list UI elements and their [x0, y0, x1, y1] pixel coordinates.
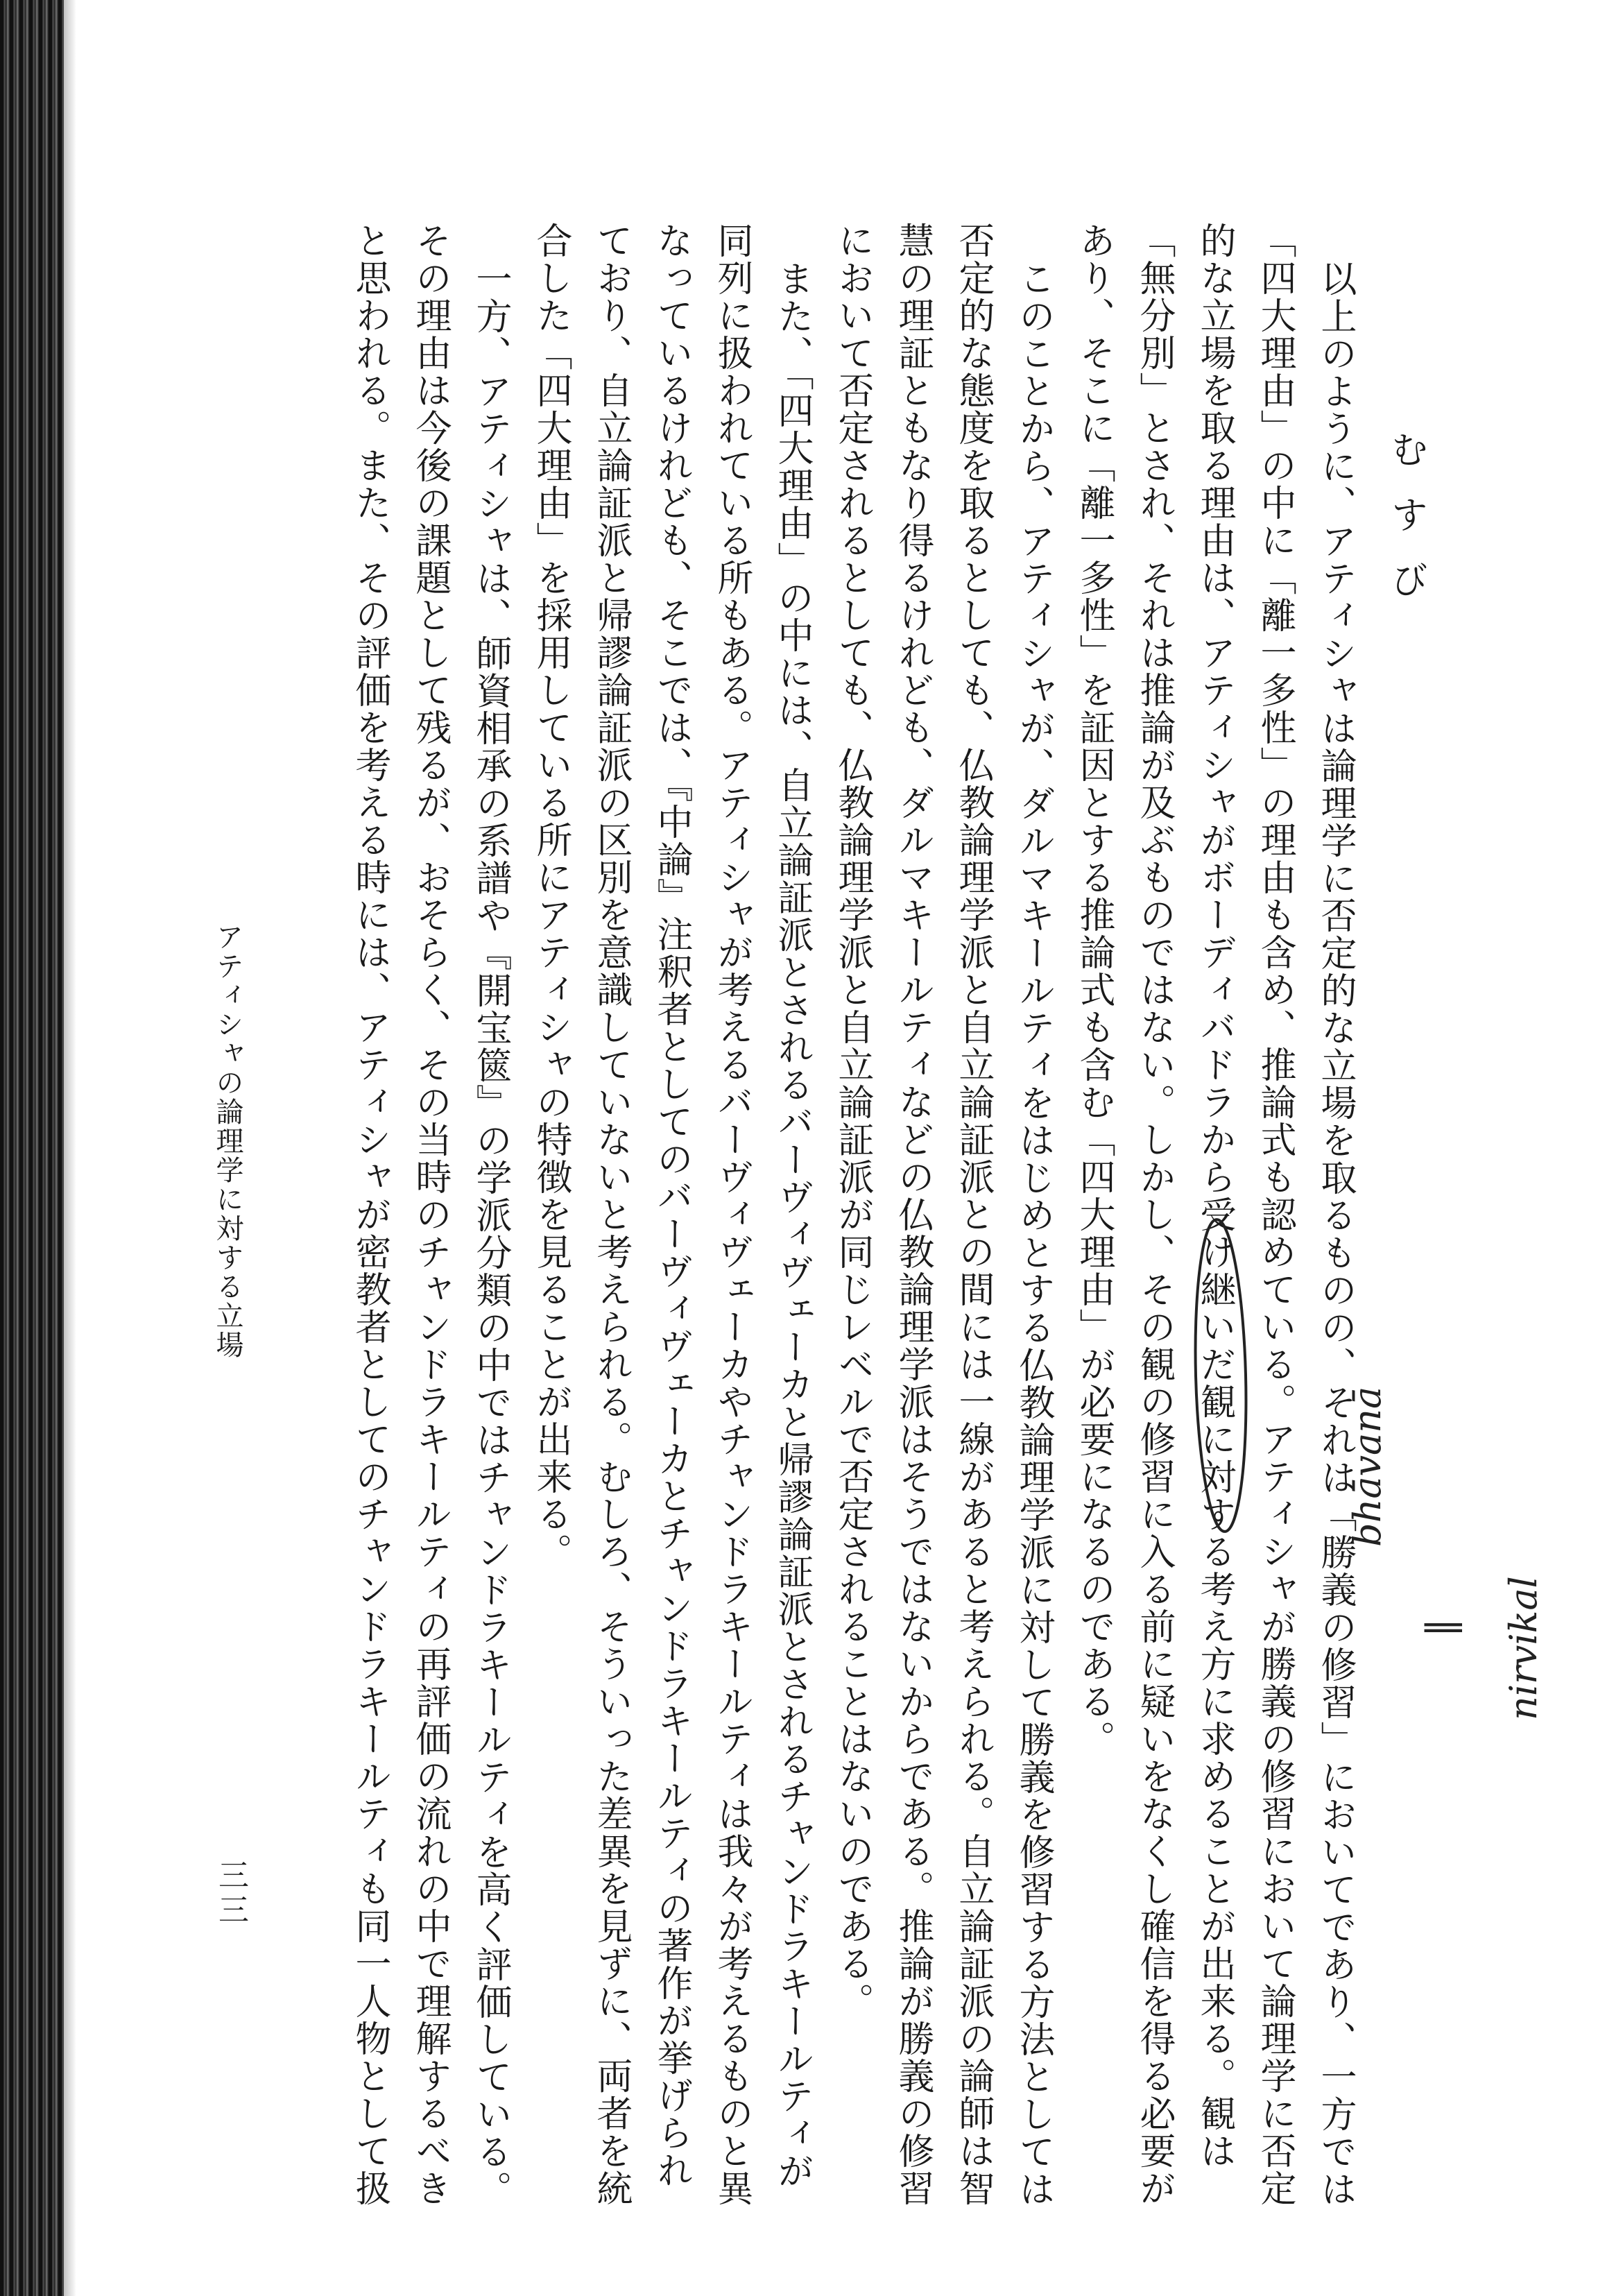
handwritten-note-line3: nirvikal: [1502, 1576, 1545, 1720]
handwritten-note-line1: bhāvanā: [1346, 1386, 1389, 1547]
circle-mark: [1192, 1219, 1250, 1532]
text-column: と思われる。また、その評価を考える時には、アティシャが密教者としてのチャンドラキールティも同一人物として扱: [349, 222, 390, 2207]
text-column: また、「四大理由」の中には、自立論証派とされるバーヴィヴェーカと帰謬論証派とされるチャンドラキールティが: [771, 260, 813, 2190]
text-column: 合した「四大理由」を採用している所にアティシャの特徴を見ることが出来る。: [530, 222, 572, 1570]
page-number: 三三: [213, 1859, 248, 1928]
text-column: 慧の理証ともなり得るけれども、ダルマキールティなどの仏教論理学派はそうではないからである。推論が勝義の修習: [892, 222, 934, 2207]
text-column: ており、自立論証派と帰謬論証派の区別を意識していないと考えられる。むしろ、そういった差異を見ずに、両者を統: [590, 222, 632, 2207]
text-column: 一方、アティシャは、師資相承の系譜や『開宝篋』の学派分類の中ではチャンドラキールティを高く評価している。: [470, 260, 511, 2208]
text-column: 的な立場を取る理由は、アティシャがボーディバドラから受け継いだ観に対する考え方に求めることが出来る。観は: [1194, 222, 1235, 2170]
text-column: あり、そこに「離一多性」を証因とする推論式も含む「四大理由」が必要になるのである。: [1073, 222, 1115, 1758]
text-column: において否定されるとしても、仏教論理学派と自立論証派が同じレベルで否定されることはないのである。: [832, 222, 873, 2020]
text-column: その理由は今後の課題として残るが、おそらく、その当時のチャンドラキールティの再評価の流れの中で理解するべき: [409, 222, 451, 2207]
text-column: 「四大理由」の中に「離一多性」の理由も含め、推論式も認めている。アティシャが勝義の修習において論理学に否定: [1254, 222, 1296, 2207]
handwritten-note-line2: ‖: [1418, 1618, 1462, 1637]
text-column: 同列に扱われている所もある。アティシャが考えるバーヴィヴェーカやチャンドラキールティは我々が考えるものと異: [711, 222, 753, 2207]
text-column: このことから、アティシャが、ダルマキールティをはじめとする仏教論理学派に対して勝義を修習する方法としては: [1013, 260, 1054, 2208]
text-column: 「無分別」とされ、それは推論が及ぶものではない。しかし、その観の修習に入る前に疑いをなくし確信を得る必要が: [1133, 222, 1175, 2207]
running-title: アティシャの論理学に対する立場: [212, 923, 243, 1360]
section-heading: むすび: [1385, 430, 1429, 626]
text-column: なっているけれども、そこでは、『中論』注釈者としてのバーヴィヴェーカとチャンドラキールティの著作が挙げられ: [651, 222, 692, 2189]
text-column: 否定的な態度を取るとしても、仏教論理学派と自立論証派との間には一線があると考えられる。自立論証派の論師は智: [952, 222, 994, 2207]
text-column: 以上のように、アティシャは論理学に否定的な立場を取るものの、それは「勝義の修習」においてであり、一方では: [1314, 260, 1356, 2208]
